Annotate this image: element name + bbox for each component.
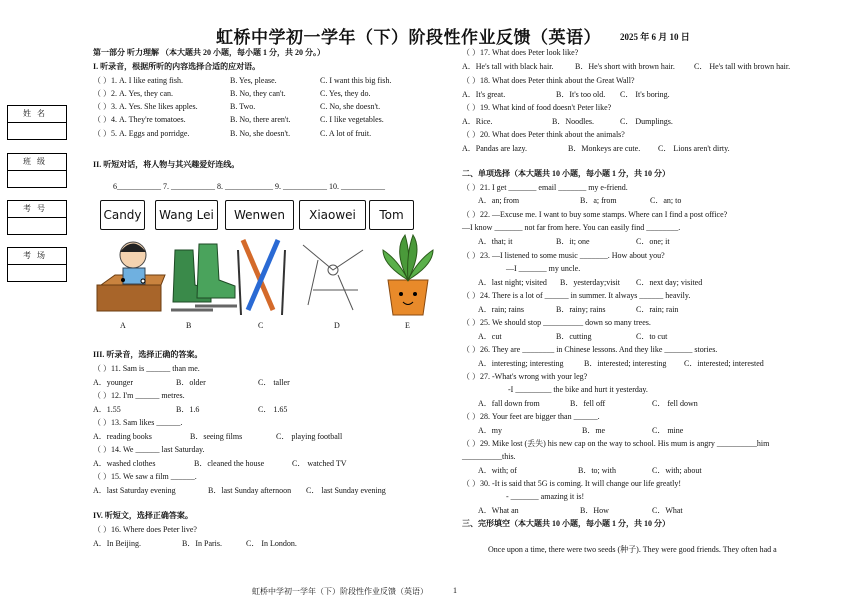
q13-option-b: B．seeing films: [190, 432, 243, 441]
q25-option-b: B．cutting: [556, 332, 592, 341]
q17-option-a: A．He's tall with black hair.: [462, 62, 554, 71]
question-30-reply: - _______ amazing it is!: [506, 492, 585, 501]
question-30: （ ）30. -It is said that 5G is coming. It will change our life greatly!: [462, 479, 682, 488]
q19-option-a: A．Rice.: [462, 117, 493, 126]
q30-option-a: A．What an: [478, 506, 519, 515]
q28-option-a: A．my: [478, 426, 502, 435]
q19-option-c: C． Dumplings.: [620, 117, 673, 126]
section-iv-heading: IV. 听短文，选择正确答案。: [93, 511, 193, 520]
q4-option-c: C. I like vegetables.: [320, 115, 384, 124]
picture-label-c: C: [258, 321, 264, 330]
q3-option-b: B. Two.: [230, 102, 256, 111]
question-19: （ ）19. What kind of food doesn't Peter like?: [462, 103, 612, 112]
q15-option-c: C． last Sunday evening: [306, 486, 386, 495]
question-18: （ ）18. What does Peter think about the Great Wall?: [462, 76, 635, 85]
q27-option-c: C． fell down: [652, 399, 698, 408]
question-23: （ ）23. —I listened to some music _______. How about you?: [462, 251, 665, 260]
part1-heading: 第一部分 听力理解 （本大题共 20 小题，每小题 1 分，共 20 分。）: [93, 48, 325, 57]
question-2: （ ）2. A. Yes, they can.: [93, 89, 173, 98]
q17-option-c: C． He's tall with brown hair.: [694, 62, 791, 71]
q22-option-b: B．it; one: [556, 237, 590, 246]
q30-option-b: B．How: [580, 506, 609, 515]
q1-option-b: B. Yes, please.: [230, 76, 277, 85]
q27-option-b: B．fell off: [570, 399, 606, 408]
q11-option-a: A．younger: [93, 378, 133, 387]
q13-option-c: C． playing football: [276, 432, 343, 441]
q12-option-a: A．1.55: [93, 405, 121, 414]
question-20: （ ）20. What does Peter think about the animals?: [462, 130, 625, 139]
q2-option-c: C. Yes, they do.: [320, 89, 371, 98]
q27-option-a: A．fall down from: [478, 399, 540, 408]
page-title: 虹桥中学初一学年（下）阶段性作业反馈（英语）: [216, 28, 601, 48]
name-field[interactable]: [7, 105, 67, 140]
skis-picture: [238, 240, 285, 315]
exam-date: 2025 年 6 月 10 日: [620, 32, 690, 42]
question-11: （ ）11. Sam is ______ than me.: [93, 364, 200, 373]
q25-option-a: A．cut: [478, 332, 502, 341]
q2-option-b: B. No, they can't.: [230, 89, 286, 98]
name-box-tom: Tom: [369, 200, 414, 230]
q18-option-b: B．It's too old.: [556, 90, 606, 99]
q23-option-b: B．yesterday;visit: [560, 278, 620, 287]
exam-room-field[interactable]: [7, 247, 67, 282]
picture-label-b: B: [186, 321, 192, 330]
q29-option-c: C．with; about: [652, 466, 702, 475]
q4-option-b: B. No, there aren't.: [230, 115, 291, 124]
question-29-continued: __________this.: [462, 452, 516, 461]
q24-option-b: B．rainy; rains: [556, 305, 606, 314]
q18-option-a: A．It's great.: [462, 90, 506, 99]
q12-option-b: B．1.6: [176, 405, 200, 414]
name-label: 姓名: [8, 106, 66, 123]
picture-label-a: A: [120, 321, 126, 330]
section-3-heading: 三、完形填空（本大题共 10 小题，每小题 1 分，共 10 分）: [462, 519, 670, 528]
section-2-heading: 二、单项选择（本大题共 10 小题，每小题 1 分，共 10 分）: [462, 169, 670, 178]
question-5: （ ）5. A. Eggs and porridge.: [93, 129, 190, 138]
q18-option-c: C． It's boring.: [620, 90, 670, 99]
q23-option-a: A．last night; visited: [478, 278, 547, 287]
q14-option-c: C． watched TV: [292, 459, 347, 468]
q12-option-c: C． 1.65: [258, 405, 288, 414]
q16-option-b: B．In Paris.: [182, 539, 222, 548]
q24-option-a: A．rain; rains: [478, 305, 524, 314]
class-field[interactable]: [7, 153, 67, 188]
potted-plant-picture: [383, 235, 433, 315]
section-i-heading: I. 听录音，根据所听的内容选择合适的应对语。: [93, 62, 261, 71]
exam-room-label: 考场: [8, 248, 66, 265]
question-15: （ ）15. We saw a film ______.: [93, 472, 197, 481]
q25-option-c: C．to cut: [636, 332, 668, 341]
q26-option-a: A．interesting; interesting: [478, 359, 564, 368]
q5-option-b: B. No, she doesn't.: [230, 129, 291, 138]
question-3: （ ）3. A. Yes. She likes apples.: [93, 102, 198, 111]
q26-option-b: B．interested; interesting: [584, 359, 667, 368]
hobby-pictures: [93, 230, 438, 320]
question-29: （ ）29. Mike lost (丢失) his new cap on the way to school. His mum is angry __________him: [462, 439, 770, 448]
q28-option-c: C． mine: [652, 426, 684, 435]
sketch-picture: [303, 245, 363, 310]
q15-option-b: B．last Sunday afternoon: [208, 486, 292, 495]
q23-option-c: C．next day; visited: [636, 278, 703, 287]
q15-option-a: A．last Saturday evening: [93, 486, 176, 495]
question-12: （ ）12. I'm ______ metres.: [93, 391, 185, 400]
page-number: 1: [453, 586, 457, 595]
class-label: 班级: [8, 154, 66, 171]
question-1: （ ）1. A. I like eating fish.: [93, 76, 183, 85]
cloze-passage: Once upon a time, there were two seeds (种子). They were good friends. They often had a: [488, 545, 777, 554]
question-28: （ ）28. Your feet are bigger than ______.: [462, 412, 600, 421]
question-22: （ ）22. —Excuse me. I want to buy some stamps. Where can I find a post office?: [462, 210, 728, 219]
question-26: （ ）26. They are ________ in Chinese lessons. And they like _______ stories.: [462, 345, 718, 354]
q21-option-a: A．an; from: [478, 196, 520, 205]
q5-option-c: C. A lot of fruit.: [320, 129, 372, 138]
q14-option-a: A．washed clothes: [93, 459, 156, 468]
go-player-picture: [97, 242, 165, 311]
q13-option-a: A．reading books: [93, 432, 152, 441]
ice-skates-picture: [171, 244, 237, 310]
q20-option-b: B．Monkeys are cute.: [568, 144, 641, 153]
q14-option-b: B．cleaned the house: [194, 459, 265, 468]
question-21: （ ）21. I get _______ email _______ my e-friend.: [462, 183, 628, 192]
question-27-reply: -I _________ the bike and hurt it yesterday.: [508, 385, 648, 394]
question-16: （ ）16. Where does Peter live?: [93, 525, 197, 534]
q21-option-c: C．an; to: [650, 196, 682, 205]
question-27: （ ）27. -What's wrong with your leg?: [462, 372, 588, 381]
name-box-wenwen: Wenwen: [225, 200, 294, 230]
section-ii-heading: II. 听短对话，将人物与其兴趣爱好连线。: [93, 160, 240, 169]
q3-option-c: C. No, she doesn't.: [320, 102, 381, 111]
q29-option-b: B．to; with: [578, 466, 617, 475]
page-footer: 虹桥中学初一学年（下）阶段性作业反馈（英语）: [252, 587, 428, 596]
q21-option-b: B．a; from: [580, 196, 617, 205]
q17-option-b: B．He's short with brown hair.: [575, 62, 675, 71]
q22-option-a: A．that; it: [478, 237, 513, 246]
q16-option-c: C． In London.: [246, 539, 297, 548]
name-box-wang-lei: Wang Lei: [155, 200, 218, 230]
q20-option-c: C． Lions aren't dirty.: [658, 144, 730, 153]
q11-option-c: C． taller: [258, 378, 290, 387]
question-4: （ ）4. A. They're tomatoes.: [93, 115, 186, 124]
q20-option-a: A．Pandas are lazy.: [462, 144, 528, 153]
question-17: （ ）17. What does Peter look like?: [462, 48, 579, 57]
q26-option-c: C．interested; interested: [684, 359, 764, 368]
student-id-field[interactable]: [7, 200, 67, 235]
question-23-reply: —I _______ my uncle.: [506, 264, 581, 273]
question-13: （ ）13. Sam likes ______.: [93, 418, 183, 427]
q28-option-b: B．me: [582, 426, 606, 435]
question-14: （ ）14. We ______ last Saturday.: [93, 445, 205, 454]
q19-option-b: B．Noodles.: [552, 117, 594, 126]
name-box-xiaowei: Xiaowei: [299, 200, 366, 230]
picture-label-e: E: [405, 321, 410, 330]
question-22-reply: —I know _______ not far from here. You can easily find ________.: [462, 223, 681, 232]
q29-option-a: A．with; of: [478, 466, 517, 475]
q30-option-c: C．What: [652, 506, 683, 515]
question-24: （ ）24. There is a lot of ______ in summer. It always ______ heavily.: [462, 291, 691, 300]
section-iii-heading: III. 听录音，选择正确的答案。: [93, 350, 203, 359]
name-box-candy: Candy: [100, 200, 145, 230]
q24-option-c: C．rain; rain: [636, 305, 679, 314]
picture-label-d: D: [334, 321, 340, 330]
question-25: （ ）25. We should stop __________ down so many trees.: [462, 318, 651, 327]
q11-option-b: B．older: [176, 378, 206, 387]
q16-option-a: A．In Beijing.: [93, 539, 141, 548]
q1-option-c: C. I want this big fish.: [320, 76, 392, 85]
student-id-label: 考号: [8, 201, 66, 218]
matching-blanks: 6___________ 7. ___________ 8. ____________ 9. ___________ 10. ___________: [113, 182, 385, 191]
q22-option-c: C．one; it: [636, 237, 670, 246]
